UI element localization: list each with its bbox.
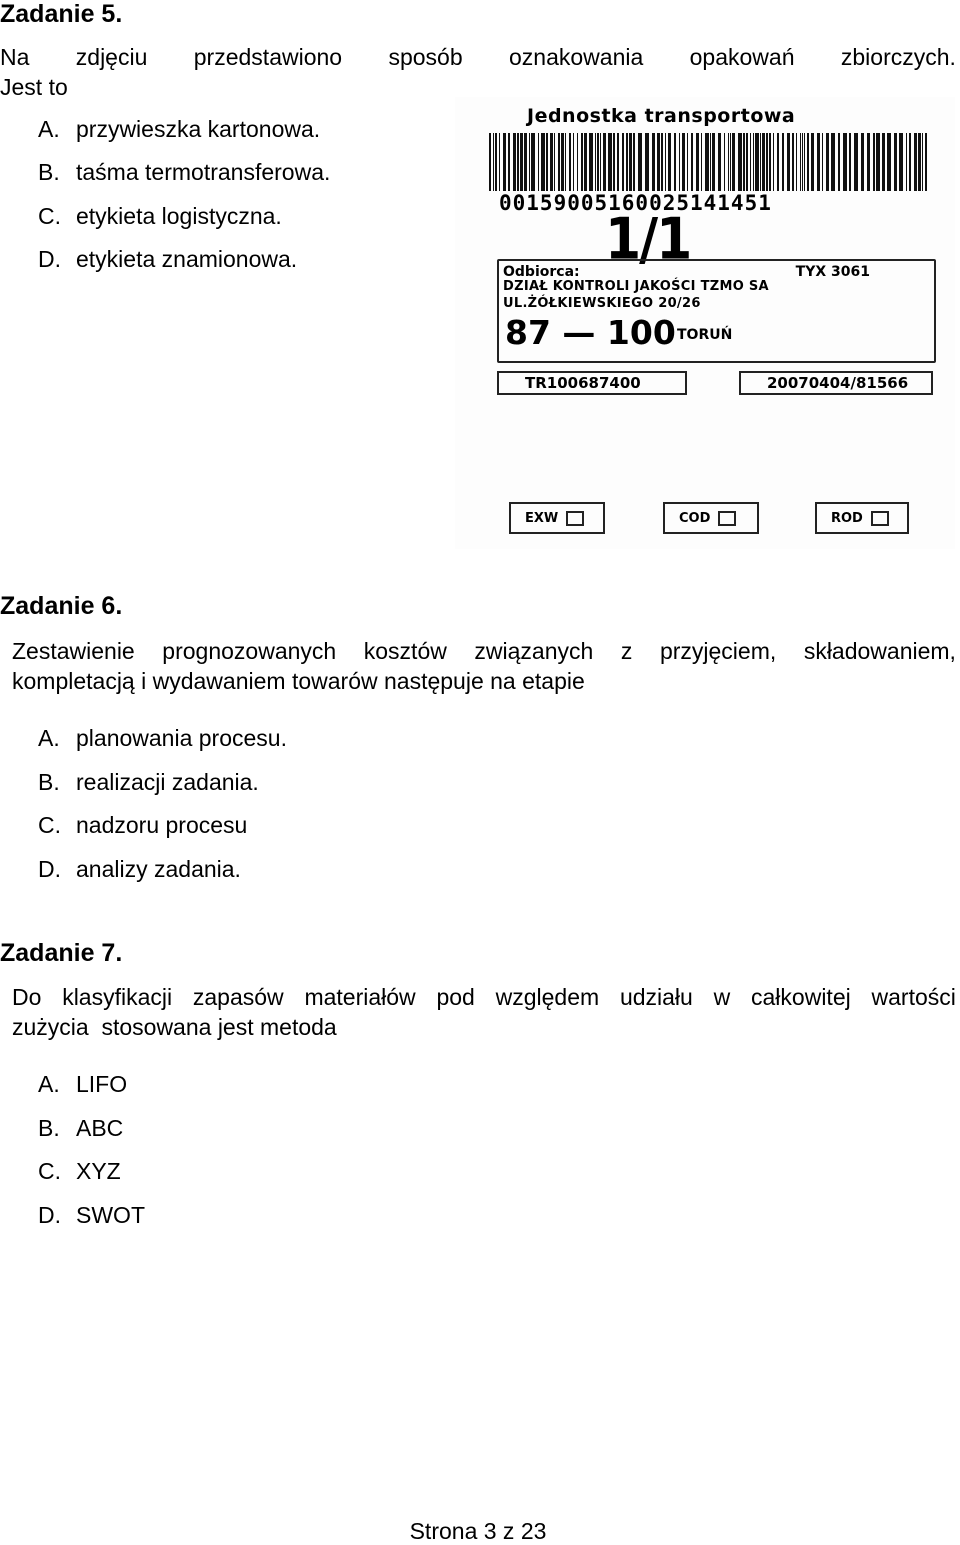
barcode-bar: [802, 133, 803, 191]
task5-option-c[interactable]: [38, 203, 282, 230]
checkbox-icon: [718, 511, 736, 526]
barcode-bar: [922, 133, 923, 191]
barcode-bar: [925, 133, 927, 191]
word: zapasów: [192, 984, 284, 1010]
barcode-bar: [822, 133, 823, 191]
barcode-bar: [565, 133, 566, 191]
barcode-bar: [622, 133, 624, 191]
recipient-department: DZIAŁ KONTROLI JAKOŚCI TZMO SA: [503, 279, 769, 294]
incoterm-exw: [509, 502, 605, 534]
option-letter: A.: [38, 725, 60, 751]
barcode-bar: [600, 133, 601, 191]
logistic-label-image: [455, 97, 955, 549]
task5-question-line2: Jest to: [0, 74, 68, 100]
option-letter: D.: [38, 1202, 61, 1228]
task6-question-line2: kompletacją i wydawaniem towarów następuje na etapie: [12, 668, 585, 694]
barcode-bar: [831, 133, 835, 191]
barcode-bar: [792, 133, 794, 191]
option-letter: C.: [38, 203, 61, 229]
barcode-bar: [508, 133, 510, 191]
barcode-bar: [817, 133, 820, 191]
barcode-bar: [613, 133, 615, 191]
barcode-number: 00159005160025141451: [499, 191, 772, 215]
barcode-bar: [584, 133, 587, 191]
barcode-bar: [661, 133, 663, 191]
barcode-bar: [743, 133, 745, 191]
word: Na: [0, 44, 30, 70]
recipient-city: TORUŃ: [677, 327, 733, 343]
task5-heading: Zadanie 5.: [0, 0, 123, 28]
barcode-bar: [882, 133, 885, 191]
task7-option-c[interactable]: [38, 1158, 121, 1185]
barcode-bar: [838, 133, 840, 191]
barcode-bar: [732, 133, 735, 191]
barcode-bar: [520, 133, 523, 191]
word: z: [620, 638, 633, 664]
barcode-bar: [503, 133, 506, 191]
barcode-bar: [906, 133, 907, 191]
barcode-bar: [696, 133, 699, 191]
barcode-bar: [807, 133, 809, 191]
option-text: etykieta znamionowa.: [76, 246, 298, 272]
barcode-bar: [914, 133, 917, 191]
word: materiałów: [304, 984, 416, 1010]
task7-heading: Zadanie 7.: [0, 939, 123, 967]
task6-option-d[interactable]: [38, 856, 241, 883]
barcode-bar: [894, 133, 897, 191]
barcode-bar: [558, 133, 560, 191]
option-text: analizy zadania.: [76, 856, 241, 882]
label-title: Jednostka transportowa: [527, 105, 796, 127]
barcode-bar: [899, 133, 903, 191]
barcode-icon: [489, 133, 927, 191]
task7-question-line1: [12, 982, 956, 1012]
barcode-bar: [573, 133, 574, 191]
barcode-bar: [876, 133, 880, 191]
word: związanych: [474, 638, 594, 664]
task5-option-b[interactable]: [38, 159, 330, 186]
tracking-left: TR100687400: [497, 371, 687, 395]
word: kosztów: [363, 638, 447, 664]
task6-option-a[interactable]: [38, 725, 287, 752]
barcode-bar: [710, 133, 711, 191]
word: przyjęciem,: [659, 638, 777, 664]
barcode-bar: [909, 133, 911, 191]
barcode-bar: [595, 133, 596, 191]
barcode-bar: [769, 133, 771, 191]
option-text: przywieszka kartonowa.: [76, 116, 321, 142]
barcode-bar: [541, 133, 545, 191]
barcode-bar: [524, 133, 527, 191]
option-text: LIFO: [76, 1071, 128, 1097]
word: prognozowanych: [162, 638, 337, 664]
word: składowaniem,: [803, 638, 956, 664]
recipient-title: Odbiorca:: [503, 264, 580, 280]
barcode-bar: [728, 133, 729, 191]
task6-option-b[interactable]: [38, 769, 259, 796]
incoterm-label: EXW: [525, 510, 559, 526]
word: całkowitej: [751, 984, 851, 1010]
word: w: [713, 984, 731, 1010]
option-text: taśma termotransferowa.: [76, 159, 331, 185]
option-letter: B.: [38, 159, 60, 185]
barcode-bar: [550, 133, 553, 191]
word: Do: [12, 984, 42, 1010]
barcode-bar: [626, 133, 628, 191]
word: pod: [436, 984, 475, 1010]
barcode-bar: [800, 133, 801, 191]
barcode-bar: [918, 133, 921, 191]
barcode-bar: [546, 133, 548, 191]
barcode-bar: [804, 133, 805, 191]
barcode-bar: [493, 133, 494, 191]
barcode-bar: [538, 133, 539, 191]
task6-option-c[interactable]: [38, 812, 247, 839]
option-letter: B.: [38, 1115, 60, 1141]
barcode-bar: [811, 133, 814, 191]
option-letter: A.: [38, 116, 60, 142]
barcode-bar: [529, 133, 530, 191]
word: udziału: [619, 984, 693, 1010]
barcode-bar: [617, 133, 619, 191]
barcode-bar: [652, 133, 655, 191]
barcode-bar: [674, 133, 676, 191]
word: przedstawiono: [193, 44, 343, 70]
word: opakowań: [689, 44, 795, 70]
barcode-bar: [603, 133, 606, 191]
task5-option-d[interactable]: [38, 246, 297, 273]
checkbox-icon: [566, 511, 584, 526]
word: oznakowania: [509, 44, 644, 70]
barcode-bar: [766, 133, 768, 191]
barcode-bar: [873, 133, 875, 191]
barcode-bar: [718, 133, 721, 191]
option-text: XYZ: [76, 1158, 121, 1184]
barcode-bar: [750, 133, 751, 191]
word: Zestawienie: [12, 638, 135, 664]
barcode-bar: [738, 133, 742, 191]
barcode-bar: [581, 133, 583, 191]
recipient-code: TYX 3061: [795, 264, 870, 280]
barcode-bar: [495, 133, 497, 191]
barcode-bar: [589, 133, 593, 191]
barcode-bar: [629, 133, 632, 191]
barcode-bar: [679, 133, 680, 191]
barcode-bar: [705, 133, 709, 191]
incoterm-label: COD: [679, 510, 711, 526]
task7-question-line2: zużycia stosowana jest metoda: [12, 1014, 337, 1040]
barcode-bar: [597, 133, 599, 191]
task7-option-a[interactable]: [38, 1071, 127, 1098]
incoterm-label: ROD: [831, 510, 863, 526]
option-letter: C.: [38, 1158, 61, 1184]
barcode-bar: [577, 133, 578, 191]
tracking-right: 20070404/81566: [739, 371, 933, 395]
barcode-bar: [531, 133, 535, 191]
option-letter: A.: [38, 1071, 60, 1097]
barcode-bar: [762, 133, 765, 191]
word: klasyfikacji: [62, 984, 173, 1010]
barcode-bar: [657, 133, 660, 191]
option-letter: D.: [38, 856, 61, 882]
barcode-bar: [554, 133, 555, 191]
barcode-bar: [691, 133, 693, 191]
task7-option-d[interactable]: [38, 1202, 145, 1229]
barcode-bar: [569, 133, 571, 191]
barcode-bar: [687, 133, 688, 191]
word: zdjęciu: [75, 44, 148, 70]
word: sposób: [388, 44, 463, 70]
barcode-bar: [645, 133, 649, 191]
barcode-bar: [782, 133, 784, 191]
word: zbiorczych.: [840, 44, 956, 70]
barcode-bar: [682, 133, 685, 191]
checkbox-icon: [871, 511, 889, 526]
barcode-bar: [826, 133, 829, 191]
option-text: planowania procesu.: [76, 725, 287, 751]
recipient-zip: 87 — 100: [505, 313, 676, 352]
barcode-bar: [861, 133, 864, 191]
barcode-bar: [796, 133, 797, 191]
option-text: ABC: [76, 1115, 124, 1141]
word: względem: [495, 984, 600, 1010]
barcode-bar: [854, 133, 858, 191]
option-letter: C.: [38, 812, 61, 838]
option-letter: B.: [38, 769, 60, 795]
option-text: realizacji zadania.: [76, 769, 259, 795]
barcode-bar: [561, 133, 564, 191]
barcode-bar: [730, 133, 731, 191]
option-text: etykieta logistyczna.: [76, 203, 282, 229]
option-text: SWOT: [76, 1202, 145, 1228]
barcode-bar: [665, 133, 666, 191]
barcode-bar: [668, 133, 671, 191]
package-count: 1/1: [605, 207, 691, 273]
task7-option-b[interactable]: [38, 1115, 123, 1142]
option-letter: D.: [38, 246, 61, 272]
barcode-bar: [753, 133, 754, 191]
barcode-bar: [489, 133, 491, 191]
word: wartości: [871, 984, 956, 1010]
barcode-bar: [843, 133, 847, 191]
barcode-bar: [638, 133, 642, 191]
barcode-bar: [513, 133, 516, 191]
barcode-bar: [760, 133, 761, 191]
task5-question-line1: [0, 42, 956, 72]
barcode-bar: [746, 133, 748, 191]
task5-option-a[interactable]: [38, 116, 320, 143]
incoterm-rod: [815, 502, 909, 534]
incoterm-cod: [663, 502, 759, 534]
recipient-street: UL.ŻÓŁKIEWSKIEGO 20/26: [503, 296, 701, 311]
barcode-bar: [633, 133, 635, 191]
barcode-bar: [517, 133, 519, 191]
barcode-bar: [724, 133, 725, 191]
barcode-bar: [773, 133, 774, 191]
recipient-box: [497, 259, 936, 363]
barcode-bar: [777, 133, 779, 191]
task6-heading: Zadanie 6.: [0, 592, 123, 620]
option-text: nadzoru procesu: [76, 812, 248, 838]
barcode-bar: [499, 133, 500, 191]
barcode-bar: [867, 133, 870, 191]
barcode-bar: [701, 133, 702, 191]
barcode-bar: [755, 133, 759, 191]
barcode-bar: [608, 133, 612, 191]
task6-question-line1: [12, 636, 956, 666]
barcode-bar: [849, 133, 851, 191]
barcode-bar: [712, 133, 715, 191]
barcode-bar: [887, 133, 891, 191]
barcode-bar: [787, 133, 790, 191]
page-number: Strona 3 z 23: [409, 1518, 547, 1544]
